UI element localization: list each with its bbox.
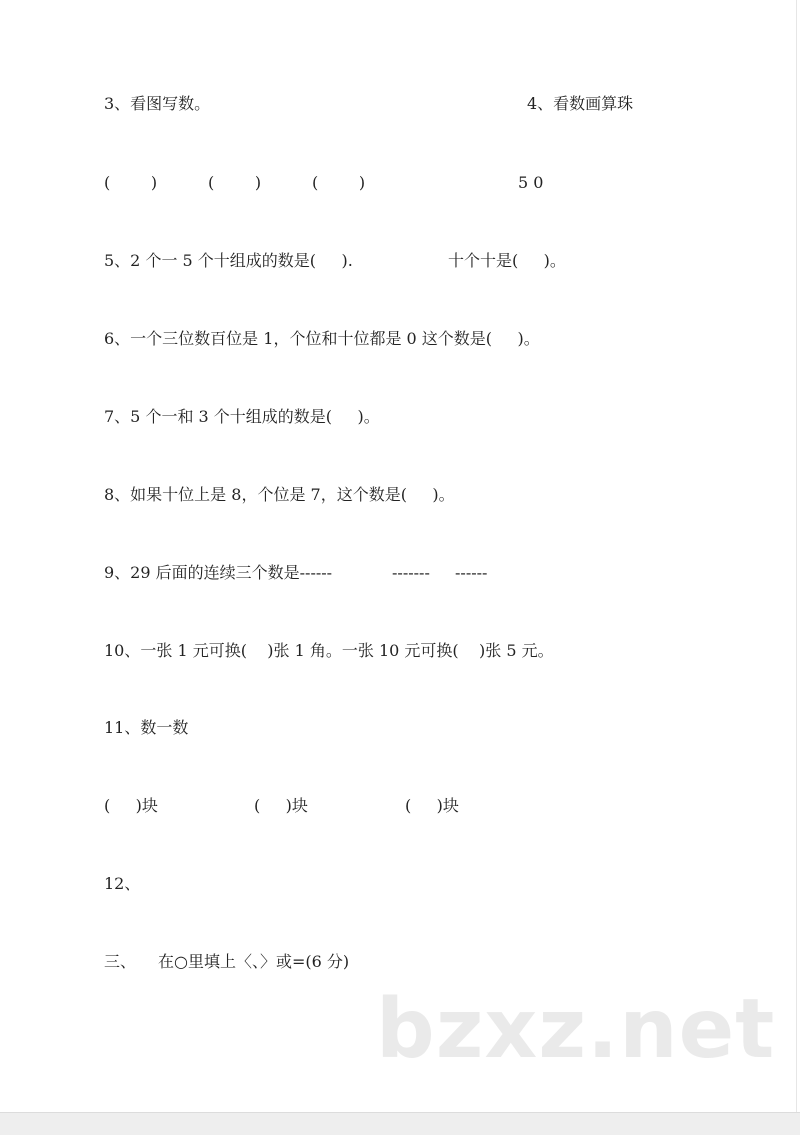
question-3-blank-3: ( ): [312, 173, 366, 192]
question-11-blank-2: ( )块: [254, 796, 308, 815]
section-3-number: 三、: [104, 952, 137, 971]
question-3-title: 3、看图写数。: [104, 94, 211, 113]
question-12: 12、: [104, 874, 141, 893]
section-3-instruction: 在○里填上〈、〉或=(6 分): [158, 952, 350, 971]
question-5-part-a: 5、2 个一 5 个十组成的数是( ).: [104, 251, 353, 270]
question-4-value: 5 0: [518, 173, 544, 192]
question-4-title: 4、看数画算珠: [527, 94, 634, 113]
question-6: 6、一个三位数百位是 1，个位和十位都是 0 这个数是( )。: [104, 329, 540, 348]
watermark-text: bzxz.net: [376, 982, 776, 1077]
question-3-blank-2: ( ): [208, 173, 262, 192]
question-11-blank-1: ( )块: [104, 796, 158, 815]
question-9-part-b: -------: [392, 563, 430, 582]
question-5-part-b: 十个十是( )。: [448, 251, 566, 270]
question-11-blank-3: ( )块: [405, 796, 459, 815]
question-7: 7、5 个一和 3 个十组成的数是( )。: [104, 407, 380, 426]
question-11-title: 11、数一数: [104, 718, 189, 737]
question-3-blank-1: ( ): [104, 173, 158, 192]
page-bottom-edge: [0, 1112, 800, 1135]
question-10: 10、一张 1 元可换( )张 1 角。一张 10 元可换( )张 5 元。: [104, 641, 554, 660]
question-9-part-c: ------: [455, 563, 488, 582]
question-8: 8、如果十位上是 8，个位是 7，这个数是( )。: [104, 485, 455, 504]
question-9-part-a: 9、29 后面的连续三个数是------: [104, 563, 333, 582]
